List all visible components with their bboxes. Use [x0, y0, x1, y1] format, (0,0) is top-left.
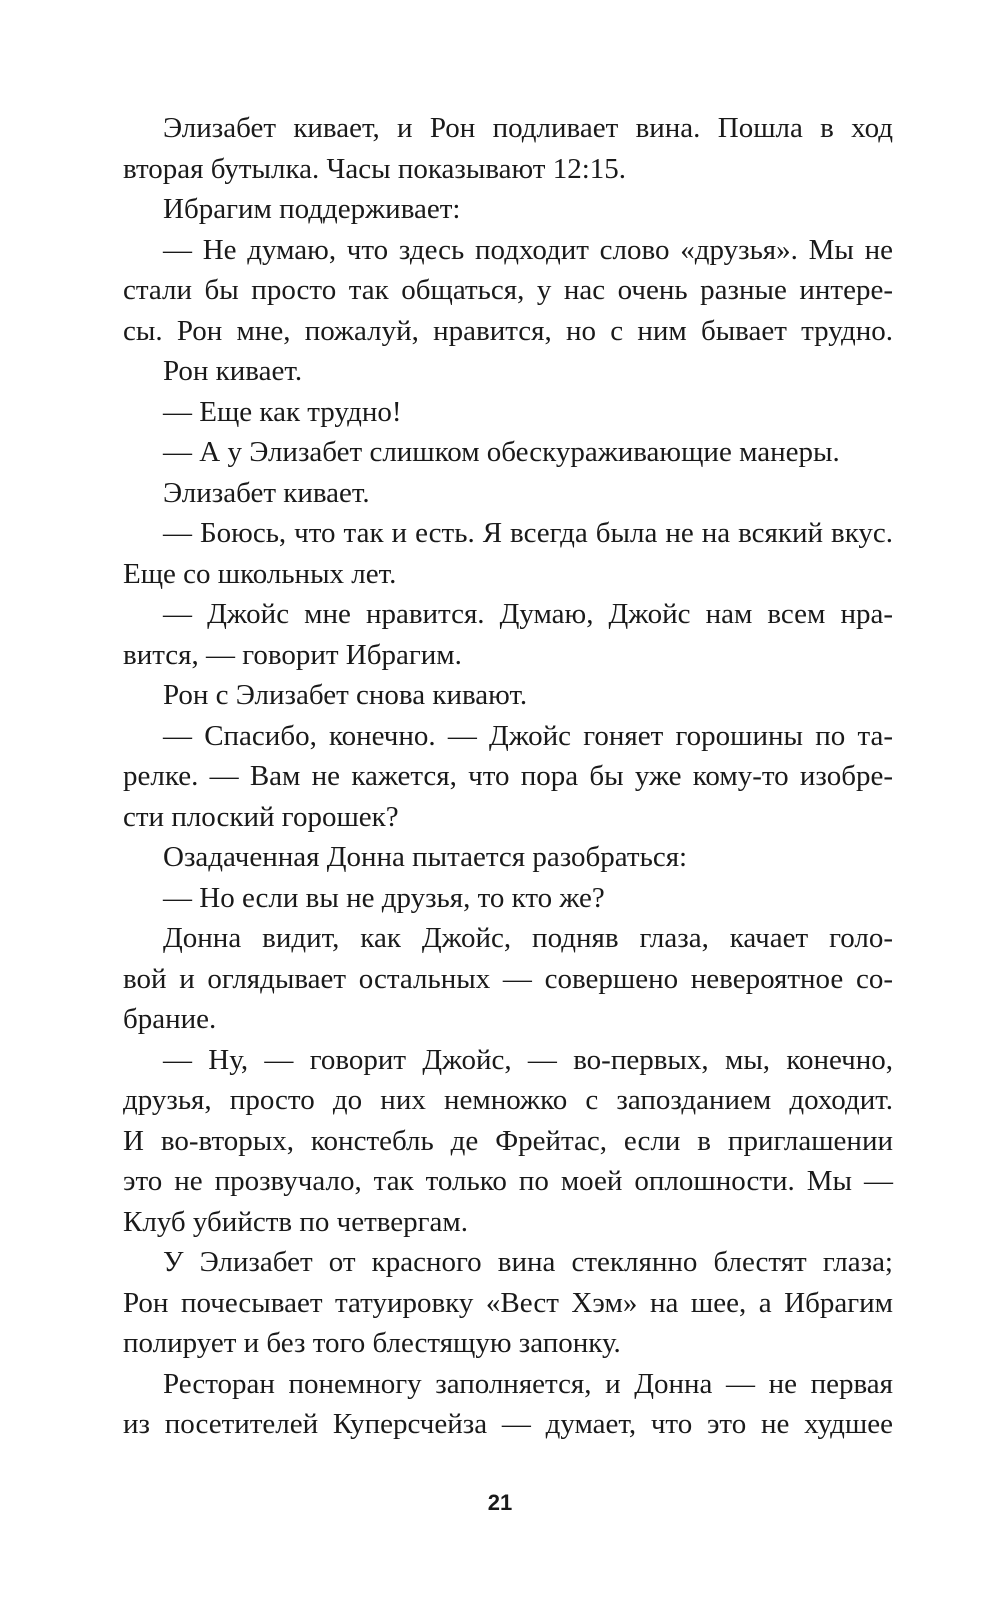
text-line: — Не думаю, что здесь подходит слово «друзья». Мы не [163, 233, 893, 266]
text-line: — Ну, — говорит Джойс, — во-первых, мы, конечно, [163, 1043, 893, 1076]
text-line: Элизабет кивает, и Рон подливает вина. Пошла в ход [163, 112, 893, 144]
text-line: это не прозвучало, так только по моей оплошности. Мы — [123, 1165, 893, 1197]
text-line: Рон с Элизабет снова кивают. [163, 679, 528, 711]
text-line: вится, — говорит Ибрагим. [123, 638, 462, 671]
text-line: — Джойс мне нравится. Думаю, Джойс нам всем нра- [163, 598, 893, 630]
text-line: друзья, просто до них немножко с запозданием доходит. [123, 1084, 893, 1116]
text-line: вторая бутылка. Часы показывают 12:15. [123, 152, 627, 185]
text-line: Ресторан понемногу заполняется, и Донна — не первая [163, 1367, 893, 1400]
body-text [123, 108, 893, 1445]
text-line: — Спасибо, конечно. — Джойс гоняет горошины по та- [163, 719, 893, 752]
text-line: Рон почесывает татуировку «Вест Хэм» на шее, а Ибрагим [123, 1286, 893, 1319]
text-line: полирует и без того блестящую запонку. [123, 1327, 621, 1359]
text-line: — Боюсь, что так и есть. Я всегда была не на всякий вкус. [163, 517, 893, 549]
text-line: сти плоский горошек? [123, 800, 399, 833]
page-number: 21 [487, 1490, 513, 1515]
text-line: Клуб убийств по четвергам. [123, 1205, 468, 1238]
text-line: Элизабет кивает. [163, 476, 370, 509]
text-line: Ибрагим поддерживает: [163, 193, 461, 225]
text-line: вой и оглядывает остальных — совершено невероятное со- [123, 962, 893, 995]
text-line: брание. [123, 1003, 217, 1035]
text-line: сы. Рон мне, пожалуй, нравится, но с ним бывает трудно. [123, 314, 893, 347]
text-line: Рон кивает. [163, 355, 303, 387]
text-line: У Элизабет от красного вина стеклянно блестят глаза; [163, 1246, 893, 1278]
text-line: — Но если вы не друзья, то кто же? [163, 881, 605, 914]
text-line: И во-вторых, констебль де Фрейтас, если в приглашении [123, 1124, 893, 1157]
text-line: Донна видит, как Джойс, подняв глаза, качает голо- [163, 922, 893, 954]
text-line: — Еще как трудно! [163, 395, 402, 428]
text-line: Еще со школьных лет. [123, 557, 397, 590]
text-line: — А у Элизабет слишком обескураживающие манеры. [163, 436, 840, 468]
text-line: релке. — Вам не кажется, что пора бы уже кому-то изобре- [123, 760, 893, 792]
text-line: из посетителей Куперсчейза — думает, что это не худшее [123, 1408, 893, 1440]
text-line: Озадаченная Донна пытается разобраться: [163, 841, 688, 873]
text-line: стали бы просто так общаться, у нас очень разные интере- [123, 274, 893, 306]
